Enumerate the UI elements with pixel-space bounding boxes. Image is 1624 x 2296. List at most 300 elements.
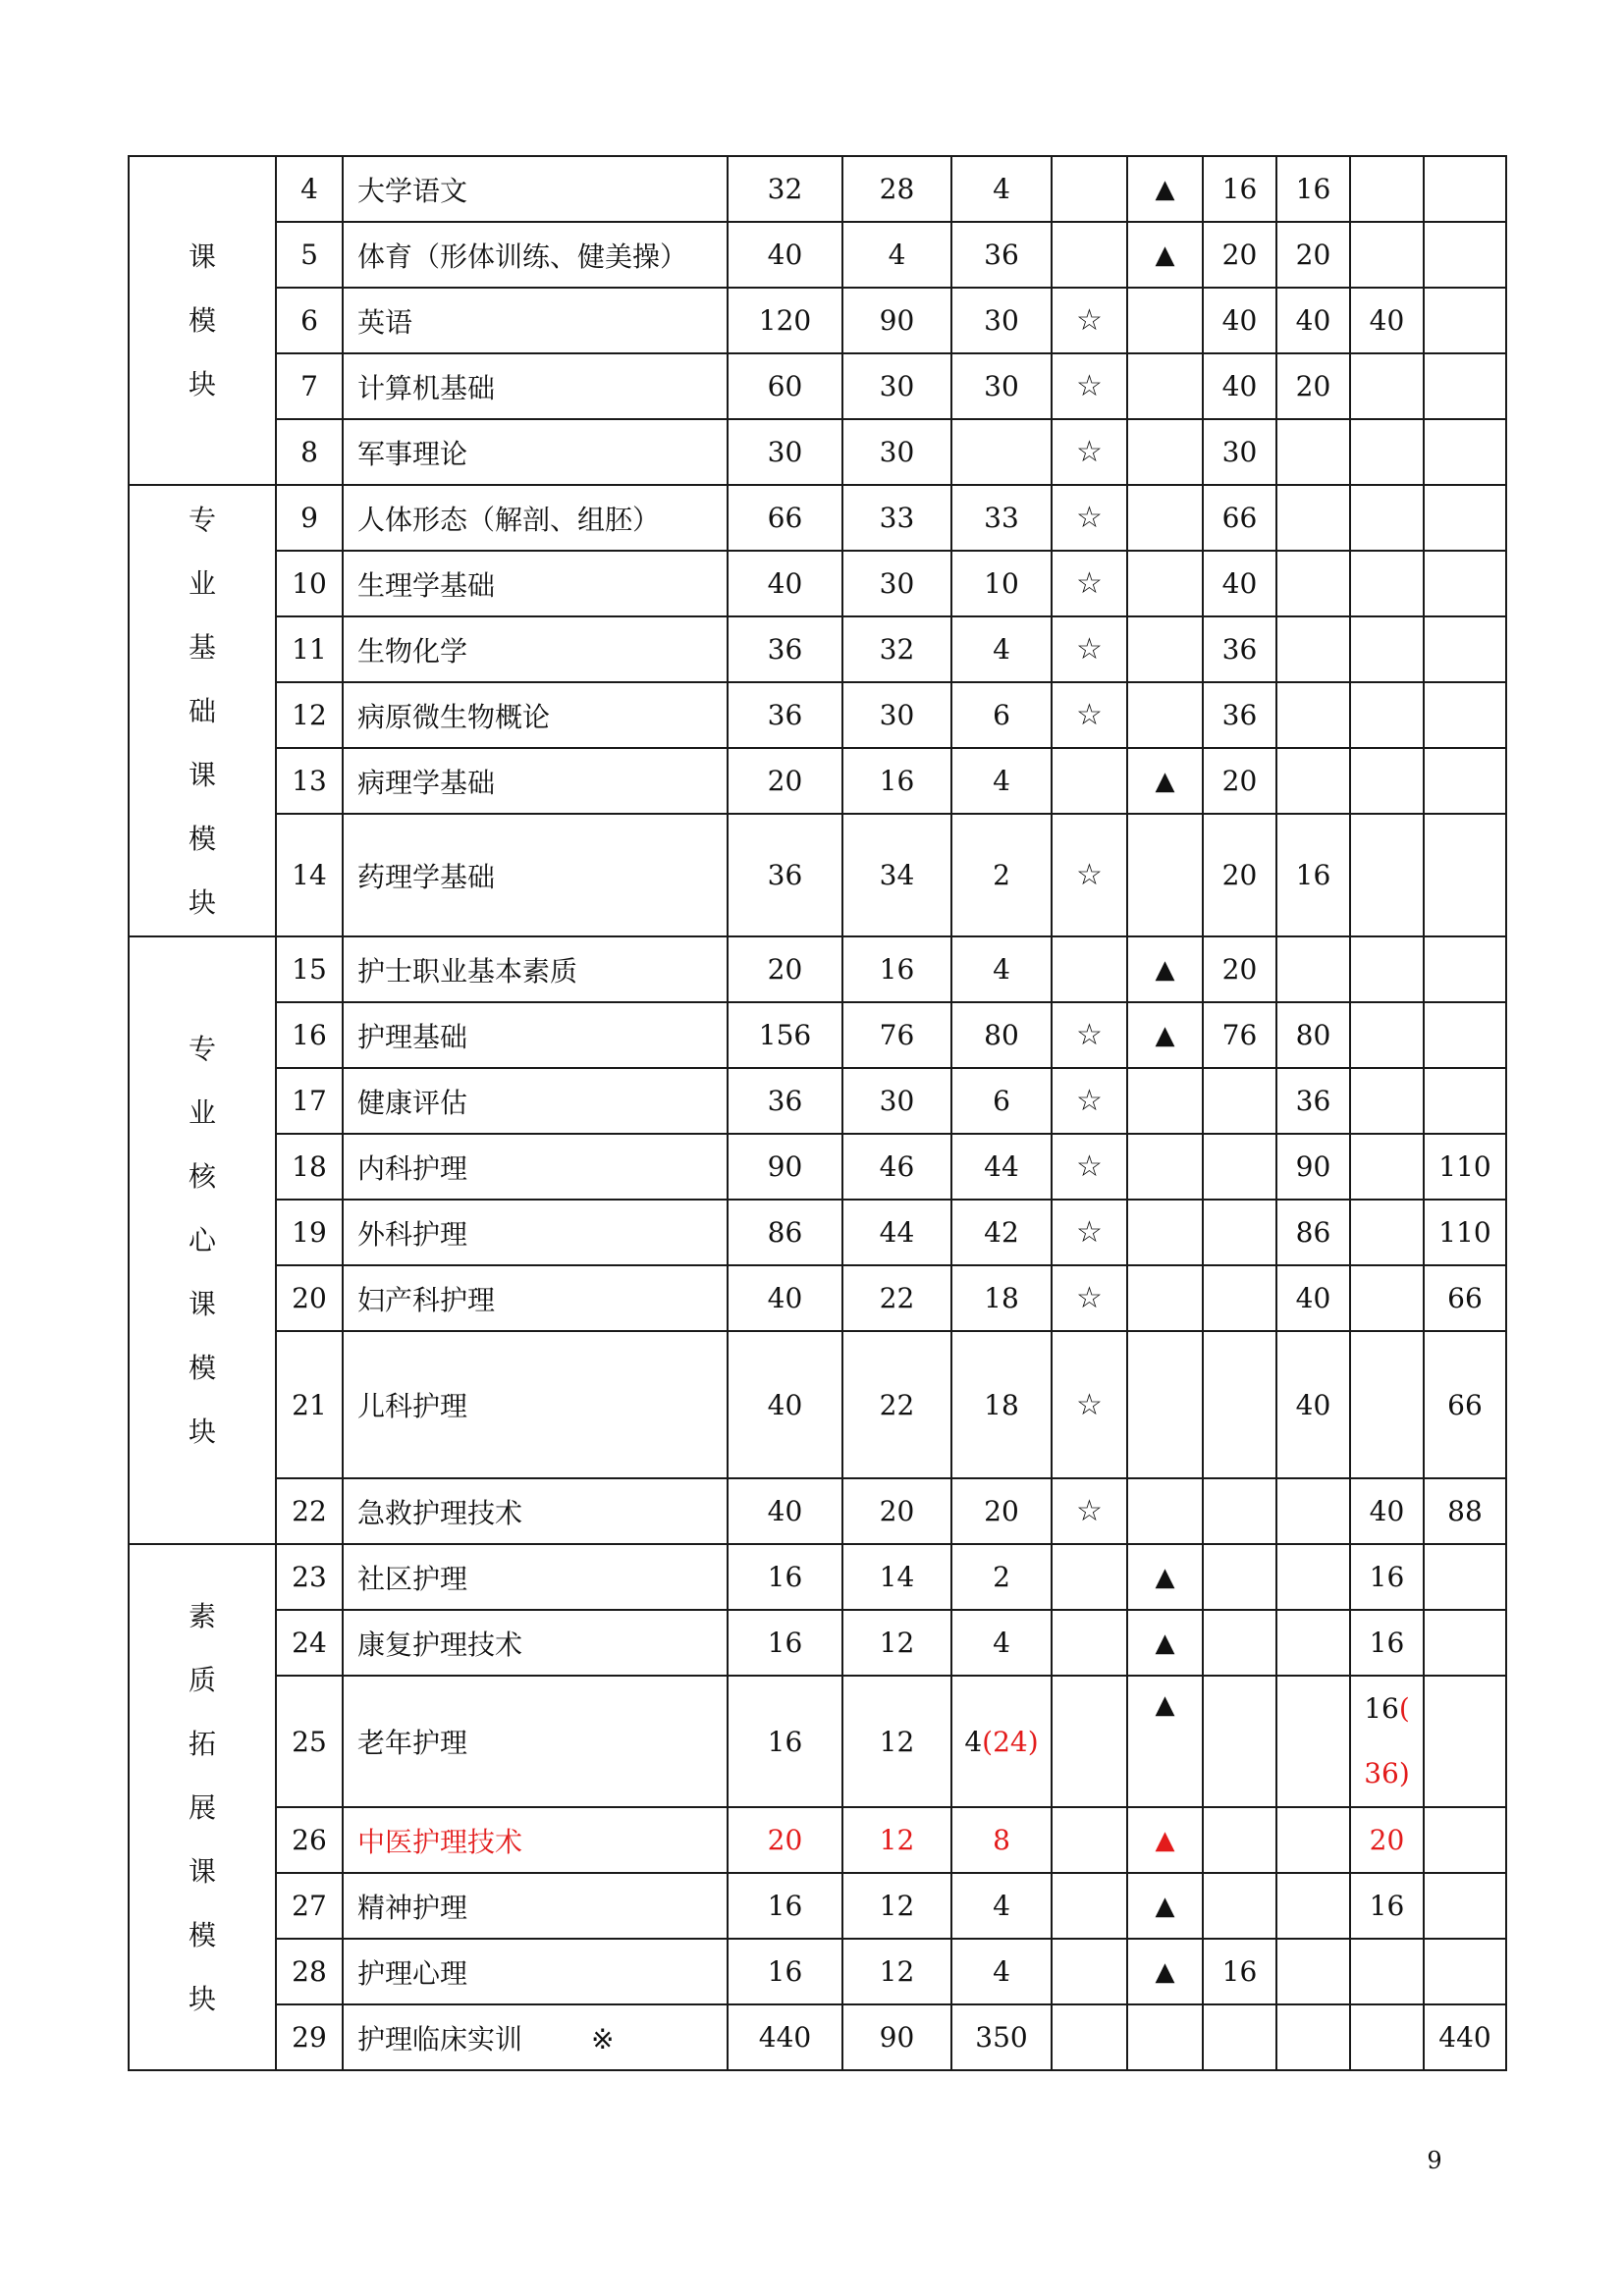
semester-2: [1276, 2004, 1350, 2070]
table-row: [129, 616, 1506, 682]
theory-hours: 76: [842, 1002, 951, 1068]
semester-4: [1424, 616, 1506, 682]
table-row: [129, 419, 1506, 485]
theory-hours: 33: [842, 485, 951, 551]
semester-1: 40: [1203, 551, 1276, 616]
course-no: 12: [276, 682, 343, 748]
table-row: [129, 1331, 1506, 1478]
course-name: 计算机基础: [343, 353, 728, 419]
course-name: 生物化学: [343, 616, 728, 682]
semester-3: [1350, 1200, 1424, 1265]
semester-3: [1350, 222, 1424, 288]
semester-3: [1350, 2004, 1424, 2070]
semester-2: 20: [1276, 222, 1350, 288]
semester-1: [1203, 1610, 1276, 1676]
exam-mark: ☆: [1052, 353, 1127, 419]
semester-1: 36: [1203, 616, 1276, 682]
course-name: 护理基础: [343, 1002, 728, 1068]
module-label-cell: [129, 936, 276, 1544]
theory-hours: 90: [842, 2004, 951, 2070]
theory-hours: 30: [842, 551, 951, 616]
theory-hours: 30: [842, 682, 951, 748]
table-row: [129, 748, 1506, 814]
semester-4: [1424, 1002, 1506, 1068]
total-hours: 36: [728, 1068, 842, 1134]
practice-hours: 4: [951, 1939, 1052, 2004]
exam-mark: ☆: [1052, 616, 1127, 682]
course-no: 4: [276, 156, 343, 222]
semester-1: [1203, 1544, 1276, 1610]
total-hours: 36: [728, 814, 842, 936]
exam-mark: ☆: [1052, 814, 1127, 936]
course-name: 社区护理: [343, 1544, 728, 1610]
table-row: [129, 156, 1506, 222]
exam-mark: [1052, 1544, 1127, 1610]
semester-3: 16: [1350, 1610, 1424, 1676]
course-name: 外科护理: [343, 1200, 728, 1265]
practice-hours: 4: [951, 1610, 1052, 1676]
total-hours: 16: [728, 1544, 842, 1610]
semester-3: [1350, 682, 1424, 748]
semester-4: 66: [1424, 1265, 1506, 1331]
total-hours: 16: [728, 1939, 842, 2004]
semester-4: [1424, 748, 1506, 814]
practice-hours: 18: [951, 1331, 1052, 1478]
semester-4: 110: [1424, 1200, 1506, 1265]
semester-3: [1350, 1265, 1424, 1331]
semester-4: [1424, 1676, 1506, 1807]
theory-hours: 20: [842, 1478, 951, 1544]
semester-2: [1276, 1676, 1350, 1807]
assessment-mark: [1127, 419, 1203, 485]
module-label-cell: [129, 1544, 276, 2070]
semester-1: [1203, 2004, 1276, 2070]
semester-2: 16: [1276, 156, 1350, 222]
exam-mark: ☆: [1052, 1265, 1127, 1331]
semester-2: 80: [1276, 1002, 1350, 1068]
exam-mark: [1052, 1873, 1127, 1939]
semester-4: 110: [1424, 1134, 1506, 1200]
theory-hours: 44: [842, 1200, 951, 1265]
theory-hours: 12: [842, 1939, 951, 2004]
semester-4: [1424, 156, 1506, 222]
assessment-mark: [1127, 1200, 1203, 1265]
semester-3: [1350, 551, 1424, 616]
course-name: 儿科护理: [343, 1331, 728, 1478]
semester-4: [1424, 936, 1506, 1002]
course-no: 16: [276, 1002, 343, 1068]
semester-3: [1350, 485, 1424, 551]
theory-hours: 90: [842, 288, 951, 353]
exam-mark: ☆: [1052, 1134, 1127, 1200]
theory-hours: 22: [842, 1331, 951, 1478]
semester-1: [1203, 1331, 1276, 1478]
assessment-mark: ▲: [1127, 1676, 1203, 1807]
table-row: [129, 1265, 1506, 1331]
course-name: 护理心理: [343, 1939, 728, 2004]
total-hours: 60: [728, 353, 842, 419]
exam-mark: [1052, 2004, 1127, 2070]
module-label-cell: [129, 485, 276, 936]
course-no: 24: [276, 1610, 343, 1676]
table-row: [129, 1478, 1506, 1544]
semester-2: [1276, 1873, 1350, 1939]
total-hours: 30: [728, 419, 842, 485]
practice-hours: 8: [951, 1807, 1052, 1873]
semester-2: 40: [1276, 288, 1350, 353]
semester-2: [1276, 1939, 1350, 2004]
course-no: 10: [276, 551, 343, 616]
semester-2: [1276, 419, 1350, 485]
total-hours: 16: [728, 1610, 842, 1676]
exam-mark: ☆: [1052, 1331, 1127, 1478]
table-row: [129, 551, 1506, 616]
semester-3: 40: [1350, 1478, 1424, 1544]
assessment-mark: [1127, 682, 1203, 748]
semester-3: 40: [1350, 288, 1424, 353]
semester-1: [1203, 1134, 1276, 1200]
semester-3: [1350, 1002, 1424, 1068]
course-no: 7: [276, 353, 343, 419]
semester-4: [1424, 682, 1506, 748]
table-row: [129, 814, 1506, 936]
course-name: 病理学基础: [343, 748, 728, 814]
semester-4: 440: [1424, 2004, 1506, 2070]
exam-mark: [1052, 1939, 1127, 2004]
practice-hours: 2: [951, 1544, 1052, 1610]
note-mark: ※: [591, 2022, 615, 2056]
total-hours: 120: [728, 288, 842, 353]
semester-1: 76: [1203, 1002, 1276, 1068]
exam-mark: [1052, 222, 1127, 288]
semester-3: [1350, 814, 1424, 936]
theory-hours: 14: [842, 1544, 951, 1610]
course-no: 19: [276, 1200, 343, 1265]
total-hours: 66: [728, 485, 842, 551]
theory-hours: 32: [842, 616, 951, 682]
total-hours: 40: [728, 1265, 842, 1331]
semester-2: [1276, 1478, 1350, 1544]
table-row: [129, 1544, 1506, 1610]
assessment-mark: ▲: [1127, 1939, 1203, 2004]
table-row: [129, 1873, 1506, 1939]
semester-1: 20: [1203, 222, 1276, 288]
semester-2: [1276, 682, 1350, 748]
semester-3: [1350, 936, 1424, 1002]
semester-4: [1424, 814, 1506, 936]
semester-4: [1424, 1939, 1506, 2004]
theory-hours: 46: [842, 1134, 951, 1200]
semester-1: 30: [1203, 419, 1276, 485]
semester-3-line-2: 36): [1364, 1757, 1410, 1789]
theory-hours: 30: [842, 1068, 951, 1134]
exam-mark: ☆: [1052, 682, 1127, 748]
semester-2: [1276, 748, 1350, 814]
semester-4: 88: [1424, 1478, 1506, 1544]
semester-2: 86: [1276, 1200, 1350, 1265]
course-no: 25: [276, 1676, 343, 1807]
semester-3-line-1: 16(: [1364, 1692, 1410, 1725]
semester-2: [1276, 1610, 1350, 1676]
semester-4: [1424, 1068, 1506, 1134]
practice-hours: 30: [951, 353, 1052, 419]
semester-1: 16: [1203, 1939, 1276, 2004]
semester-3: [1350, 156, 1424, 222]
course-name: 康复护理技术: [343, 1610, 728, 1676]
total-hours: 40: [728, 222, 842, 288]
table-row: [129, 936, 1506, 1002]
assessment-mark: [1127, 814, 1203, 936]
course-no: 11: [276, 616, 343, 682]
practice-hours: 80: [951, 1002, 1052, 1068]
semester-4: [1424, 551, 1506, 616]
exam-mark: [1052, 1676, 1127, 1807]
semester-2: 90: [1276, 1134, 1350, 1200]
semester-2: [1276, 1544, 1350, 1610]
course-name: 健康评估: [343, 1068, 728, 1134]
exam-mark: ☆: [1052, 1200, 1127, 1265]
total-hours: 156: [728, 1002, 842, 1068]
practice-hours: 44: [951, 1134, 1052, 1200]
module-label: 专 业 基 础 课 模 块: [188, 503, 216, 919]
semester-3: [1350, 353, 1424, 419]
practice-hours: 42: [951, 1200, 1052, 1265]
table-row: [129, 1002, 1506, 1068]
practice-hours: 350: [951, 2004, 1052, 2070]
course-no: 9: [276, 485, 343, 551]
practice-hours: 4(24): [951, 1676, 1052, 1807]
table-row: [129, 2004, 1506, 2070]
theory-hours: 30: [842, 419, 951, 485]
assessment-mark: [1127, 1265, 1203, 1331]
course-no: 27: [276, 1873, 343, 1939]
course-name: 大学语文: [343, 156, 728, 222]
course-no: 21: [276, 1331, 343, 1478]
course-no: 26: [276, 1807, 343, 1873]
module-label: 素 质 拓 展 课 模 块: [188, 1599, 216, 2015]
module-label: 专 业 核 心 课 模 块: [188, 1033, 216, 1448]
table-row: [129, 1200, 1506, 1265]
semester-3: [1350, 1939, 1424, 2004]
table-row: [129, 1939, 1506, 2004]
semester-1: [1203, 1200, 1276, 1265]
course-no: 17: [276, 1068, 343, 1134]
course-no: 5: [276, 222, 343, 288]
exam-mark: ☆: [1052, 485, 1127, 551]
theory-hours: 16: [842, 748, 951, 814]
practice-hours: 4: [951, 1873, 1052, 1939]
assessment-mark: ▲: [1127, 156, 1203, 222]
assessment-mark: [1127, 551, 1203, 616]
semester-4: [1424, 288, 1506, 353]
course-name: 急救护理技术: [343, 1478, 728, 1544]
practice-hours: 20: [951, 1478, 1052, 1544]
semester-3: [1350, 1068, 1424, 1134]
table-row-highlighted: [129, 1807, 1506, 1873]
course-no: 29: [276, 2004, 343, 2070]
total-hours: 86: [728, 1200, 842, 1265]
semester-1: [1203, 1873, 1276, 1939]
semester-3: [1350, 1676, 1424, 1807]
semester-4: [1424, 353, 1506, 419]
assessment-mark: ▲: [1127, 1610, 1203, 1676]
practice-hours: 18: [951, 1265, 1052, 1331]
table-row: [129, 288, 1506, 353]
semester-1: 36: [1203, 682, 1276, 748]
total-hours: 90: [728, 1134, 842, 1200]
theory-hours: 28: [842, 156, 951, 222]
assessment-mark: [1127, 1068, 1203, 1134]
total-hours: 440: [728, 2004, 842, 2070]
total-hours: 36: [728, 682, 842, 748]
semester-4: [1424, 1610, 1506, 1676]
exam-mark: ☆: [1052, 419, 1127, 485]
assessment-mark: ▲: [1127, 1002, 1203, 1068]
course-no: 15: [276, 936, 343, 1002]
course-no: 20: [276, 1265, 343, 1331]
exam-mark: ☆: [1052, 551, 1127, 616]
exam-mark: ☆: [1052, 1002, 1127, 1068]
practice-hours: [951, 419, 1052, 485]
theory-hours: 12: [842, 1873, 951, 1939]
course-name: 精神护理: [343, 1873, 728, 1939]
course-no: 6: [276, 288, 343, 353]
course-name: 体育（形体训练、健美操）: [343, 222, 728, 288]
semester-1: 40: [1203, 288, 1276, 353]
semester-2: 16: [1276, 814, 1350, 936]
semester-1: 16: [1203, 156, 1276, 222]
course-name: 老年护理: [343, 1676, 728, 1807]
semester-4: [1424, 1807, 1506, 1873]
semester-4: [1424, 1873, 1506, 1939]
table-row: [129, 222, 1506, 288]
course-no: 8: [276, 419, 343, 485]
theory-hours: 34: [842, 814, 951, 936]
semester-2: [1276, 551, 1350, 616]
practice-hours: 2: [951, 814, 1052, 936]
practice-hours: 4: [951, 748, 1052, 814]
table-row: [129, 1610, 1506, 1676]
assessment-mark: [1127, 616, 1203, 682]
total-hours: 40: [728, 1331, 842, 1478]
semester-4: [1424, 485, 1506, 551]
semester-3: [1350, 1134, 1424, 1200]
exam-mark: [1052, 156, 1127, 222]
semester-4: [1424, 222, 1506, 288]
semester-2: [1276, 936, 1350, 1002]
semester-3: 16: [1350, 1873, 1424, 1939]
assessment-mark: [1127, 1331, 1203, 1478]
semester-1: 20: [1203, 814, 1276, 936]
semester-3: 16: [1350, 1544, 1424, 1610]
practice-hours: 4: [951, 156, 1052, 222]
assessment-mark: ▲: [1127, 1544, 1203, 1610]
semester-2: 40: [1276, 1265, 1350, 1331]
exam-mark: ☆: [1052, 288, 1127, 353]
course-name: 军事理论: [343, 419, 728, 485]
assessment-mark: ▲: [1127, 936, 1203, 1002]
theory-hours: 12: [842, 1610, 951, 1676]
semester-1: 20: [1203, 748, 1276, 814]
semester-1: [1203, 1068, 1276, 1134]
course-name: 药理学基础: [343, 814, 728, 936]
theory-hours: 22: [842, 1265, 951, 1331]
semester-3: [1350, 419, 1424, 485]
semester-3: [1350, 748, 1424, 814]
table-row: [129, 1134, 1506, 1200]
semester-1: [1203, 1265, 1276, 1331]
total-hours: 20: [728, 1807, 842, 1873]
curriculum-table: [128, 155, 1507, 2071]
practice-hours: 6: [951, 682, 1052, 748]
semester-3: [1350, 1331, 1424, 1478]
practice-hours: 4: [951, 936, 1052, 1002]
semester-4: [1424, 1544, 1506, 1610]
total-hours: 40: [728, 1478, 842, 1544]
semester-2: 20: [1276, 353, 1350, 419]
exam-mark: ☆: [1052, 1478, 1127, 1544]
semester-1: 20: [1203, 936, 1276, 1002]
practice-hours: 6: [951, 1068, 1052, 1134]
practice-hours: 30: [951, 288, 1052, 353]
semester-2: [1276, 616, 1350, 682]
semester-2: 40: [1276, 1331, 1350, 1478]
table-row: [129, 1068, 1506, 1134]
course-no: 13: [276, 748, 343, 814]
theory-hours: 4: [842, 222, 951, 288]
semester-3: [1350, 616, 1424, 682]
assessment-mark: [1127, 288, 1203, 353]
total-hours: 40: [728, 551, 842, 616]
semester-2: [1276, 1807, 1350, 1873]
course-name: 生理学基础: [343, 551, 728, 616]
course-name: 妇产科护理: [343, 1265, 728, 1331]
assessment-mark: [1127, 2004, 1203, 2070]
theory-hours: 12: [842, 1676, 951, 1807]
total-hours: 16: [728, 1873, 842, 1939]
module-label: 课 模 块: [188, 240, 216, 400]
semester-2: [1276, 485, 1350, 551]
semester-1: 40: [1203, 353, 1276, 419]
module-label-cell: [129, 156, 276, 485]
semester-1: 66: [1203, 485, 1276, 551]
table-row: [129, 485, 1506, 551]
practice-hours: 10: [951, 551, 1052, 616]
course-name: 人体形态（解剖、组胚）: [343, 485, 728, 551]
course-no: 23: [276, 1544, 343, 1610]
practice-extra: (24): [982, 1725, 1039, 1758]
semester-2: 36: [1276, 1068, 1350, 1134]
exam-mark: [1052, 1610, 1127, 1676]
table-row: [129, 1676, 1506, 1807]
page-number: 9: [1427, 2147, 1442, 2174]
course-no: 14: [276, 814, 343, 936]
table-row: [129, 682, 1506, 748]
total-hours: 20: [728, 748, 842, 814]
exam-mark: ☆: [1052, 1068, 1127, 1134]
course-name: 中医护理技术: [343, 1807, 728, 1873]
semester-1: [1203, 1478, 1276, 1544]
exam-mark: [1052, 1807, 1127, 1873]
practice-hours: 4: [951, 616, 1052, 682]
practice-hours: 33: [951, 485, 1052, 551]
theory-hours: 16: [842, 936, 951, 1002]
assessment-mark: [1127, 1478, 1203, 1544]
total-hours: 36: [728, 616, 842, 682]
table-row: [129, 353, 1506, 419]
course-name: 内科护理: [343, 1134, 728, 1200]
practice-hours: 36: [951, 222, 1052, 288]
